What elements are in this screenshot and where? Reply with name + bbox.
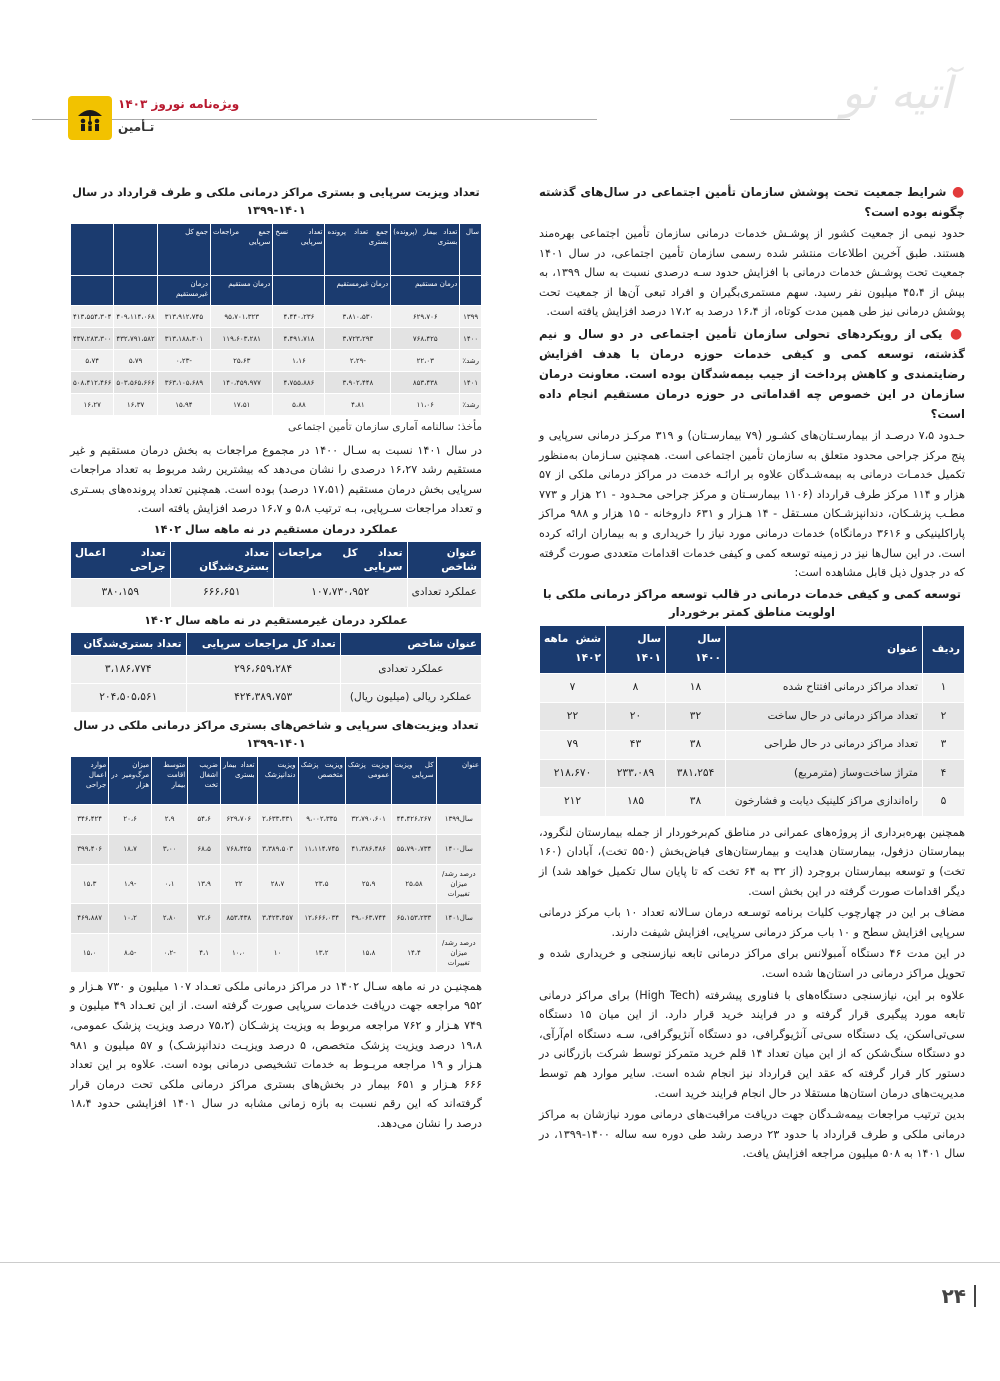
table-cell: ۷۹ — [540, 731, 606, 760]
col-header — [114, 224, 157, 276]
table-row — [71, 864, 482, 903]
col-header: عنوان شاخص — [340, 632, 481, 655]
table-cell: ۳۹۹،۴۰۶ — [71, 834, 109, 864]
table-cell: ۱۶،۳۷ — [114, 394, 157, 416]
table-cell: ۴۲۴،۳۸۹،۷۵۳ — [186, 684, 340, 713]
table-cell: ۲۸،۷ — [257, 864, 298, 903]
development-table — [539, 625, 965, 817]
col-header: میزان مرگ‌ومیر در هزار — [109, 756, 152, 804]
table-row — [71, 655, 482, 684]
table-row — [71, 834, 482, 864]
col-header — [71, 224, 114, 276]
table-cell: ۱۲،۶۶۶،۰۳۴ — [298, 903, 345, 933]
table-cell: -۰،۲۳ — [157, 350, 210, 372]
paragraph: در سال ۱۴۰۱ نسبت به سـال ۱۴۰۰ در مجموع مراجعات به بخش درمان مستقیم و غیر مستقیم رشد ۱۶،۲۷ درصدی را نشان می‌دهد که بیشترین رشد مربوط به تعداد مراجعات سرپایی بخش درمان مستقیم (۱۷،۵۱ درصد) بوده است. همچنین تعداد پرونده‌های بسـتری و تعداد مراجعات سـرپایی، بـه ترتیب ۵،۸ و ۱۶،۷ درصد افزایش یافته است. — [70, 443, 482, 516]
table-cell: ۵،۷۴ — [71, 350, 114, 372]
table-cell: ۰،۱ — [152, 864, 188, 903]
table-cell: ۴،۴۴۰،۲۳۶ — [273, 306, 325, 328]
table-header-row — [71, 756, 482, 804]
table-cell: ۱۴۰۰ — [460, 328, 482, 350]
table-cell: راه‌اندازی مراکز کلینیک دیابت و فشارخون — [726, 788, 923, 817]
col-header: کل ویزیت سرپایی — [392, 756, 436, 804]
table-title: عملکرد درمان مستقیم در نه ماهه سال ۱۴۰۲ — [153, 522, 399, 536]
table-cell: ۴،۱ — [188, 933, 221, 972]
table-subheader-row — [71, 276, 482, 306]
table-cell: سال۱۴۰۱ — [436, 903, 481, 933]
table-cell: ۱۶،۲۷ — [71, 394, 114, 416]
table-cell: ۱۴۰۱ — [460, 372, 482, 394]
header-rule — [32, 119, 597, 120]
col-header: عنوان — [726, 625, 923, 673]
table-cell: ۲۳،۵ — [298, 864, 345, 903]
table-cell: ۶۲۹،۷۰۶ — [391, 306, 460, 328]
col-header: متوسط اقامت بیمار — [152, 756, 188, 804]
table-cell: ۳۶۳،۱۰۵،۶۸۹ — [157, 372, 210, 394]
bullet-dot-icon: ● — [946, 184, 965, 200]
table-cell: ۱۵،۹۴ — [157, 394, 210, 416]
table-cell: ۳،۳۸۹،۵۰۳ — [257, 834, 298, 864]
paragraph: در این مدت ۴۶ دستگاه آمبولانس برای مراکز درمانی تابعه نیازسنجی و خریداری شده و تحویل مراکز درمانی در استان‌ها شده است. — [539, 947, 965, 981]
paragraph: همچنیـن در نه ماهه سـال ۱۴۰۲ در مراکز درمانی ملکی تعـداد ۱۰۷ میلیون و ۷۳۰ هـزار و ۹۵۲ مراجعه جهت دریافت خدمات سرپایی صورت گرفته است. از این تعـداد ۴۹ میلیون و ۷۴۹ هـزار و ۷۶۲ مراجعه مربوط به ویزیت پزشـکان (۷۵،۲ درصد ویزیت پزشک عمومی، ۱۹،۸ درصد ویزیت پزشک متخصص، ۵ درصد ویزیـت دندانپزشـک) و ۵۷ میلیون و ۹۸۱ هـزار و ۱۹ مراجعه مربـوط به خدمات تشخیصی درمانی بوده است. علاوه بر این تعداد ۶۶۶ هـزار و ۶۵۱ بیمار در بخش‌های بستری مراکز درمانی ملکی تحت درمان قرار گرفته‌اند که این رقم نسبت به بازه زمانی مشابه در سال ۱۴۰۱ افزایشی حدود ۱۸،۴ درصد را نشان می‌دهد. — [70, 979, 483, 1130]
issue-label: ویژه‌نامه نوروز ۱۴۰۳ — [118, 97, 240, 111]
table-cell: درصد رشد/ میزان تغییرات — [436, 864, 481, 903]
col-header: تعداد اعمال جراحی — [71, 541, 171, 578]
table-cell: ۱۸،۷ — [109, 834, 152, 864]
table-cell: ۵،۷۹ — [114, 350, 157, 372]
table-cell: ۷۶۸،۴۲۵ — [391, 328, 460, 350]
table-cell: ۸ — [606, 673, 666, 702]
table-cell: ۷ — [540, 673, 606, 702]
table-cell: ۱۵،۸ — [345, 933, 391, 972]
table-cell: ۲۰ — [606, 702, 666, 731]
table-cell: ۳۴۶،۴۲۴ — [71, 804, 109, 834]
table-cell: ۱۷،۵۱ — [211, 394, 273, 416]
col-header: تعداد بیمار (پرونده) بستری — [391, 224, 460, 276]
table-cell: ۱۳،۲ — [298, 933, 345, 972]
table-header-row — [71, 224, 482, 276]
table-cell: ۳۸۰،۱۵۹ — [71, 578, 171, 607]
table-cell: ۱۱،۰۶ — [391, 394, 460, 416]
visits-table-2 — [70, 756, 482, 973]
col-header: جمع کل — [157, 224, 210, 276]
table-cell: رشد٪ — [460, 350, 482, 372]
col-subheader — [71, 276, 114, 306]
page-number-text: ۲۴ — [941, 1284, 966, 1308]
table-cell: ۳۸ — [666, 788, 726, 817]
table-cell: ۲،۸۰ — [152, 903, 188, 933]
table-row — [71, 903, 482, 933]
footer-rule — [0, 1262, 1000, 1263]
brand-watermark: آتیه نو — [841, 68, 952, 119]
table-cell: ۱۵،۳ — [71, 864, 109, 903]
col-header: جمع مراجعات سرپایی — [211, 224, 273, 276]
question-1: ● شرایط جمعیت تحت پوشش سازمان تأمین اجتماعی در سال‌های گذشته چگونه بوده است؟ — [539, 184, 965, 219]
table-cell: -۱،۹ — [109, 864, 152, 903]
table-cell: ۱۱۹،۶۰۳،۲۸۱ — [211, 328, 273, 350]
col-header: تعداد بیمار بستری — [220, 756, 257, 804]
table-title: عملکرد درمان غیرمستقیم در نه ماهه سال ۱۴۰۲ — [144, 613, 408, 627]
table-cell: ۱۵،۰ — [71, 933, 109, 972]
table-cell: تعداد مراکز درمانی در حال ساخت — [726, 702, 923, 731]
table-cell: ۵۴،۶ — [188, 804, 221, 834]
right-column — [539, 182, 965, 1166]
direct-treatment-table — [70, 541, 482, 608]
paragraph: علاوه بر این، نیازسنجی دستگاه‌های با فناوری پیشرفته (High Tech) برای مراکز درمانی تابعه مورد پیگیری قرار گرفته و در فرایند خرید قرار دارد. از این میان ۱۵ دستگاه سی‌تی‌اسکن، یک دستگاه سی‌تی آنژیوگرافی، دو دستگاه آنژیوگرافی، سـه دستگاه ام‌آر‌آی، دو دستگاه سنگ‌شکن که از این میان تعداد ۱۴ قلم خرید متمرکز توسط شرکت بازرگانی در دستور کار قرار گرفته که عقد این قرارداد نیز انجام شده است. سایر موارد هم توسط مدیریت‌های درمان استان‌ها مستقلا در حال انجام فرایند خرید است. — [539, 988, 965, 1100]
table-cell: سال۱۳۹۹ — [436, 804, 481, 834]
table-cell: ۴۳ — [606, 731, 666, 760]
table-cell: ۲۵،۶۳ — [211, 350, 273, 372]
table-cell: رشد٪ — [460, 394, 482, 416]
header-rule-right — [730, 119, 850, 120]
table-cell: ۵۰۳،۵۶۵،۶۶۶ — [114, 372, 157, 394]
table-cell: ۲۰،۶ — [109, 804, 152, 834]
table-header-row — [71, 541, 482, 578]
table-cell: ۵۵،۷۹۰،۷۳۴ — [392, 834, 436, 864]
table-cell: ۲۵،۵۸ — [392, 864, 436, 903]
table-cell: ۲۹۶،۶۵۹،۲۸۴ — [186, 655, 340, 684]
table-row — [71, 578, 482, 607]
col-header: ویزیت پزشک عمومی — [345, 756, 391, 804]
table-cell: -۸،۵ — [109, 933, 152, 972]
col-header: موارد اعمال جراحی — [71, 756, 109, 804]
question-2: ● یکی از رویکردهای تحولی سازمان تأمین اجتماعی در دو سال و نیم گذشته، توسعه کمی و کیفی خدمات حوزه درمان با هدف افزایش رضایتمندی و کاهش پرداخت از جیب بیمه‌شدگان بوده است. معاونت درمان سازمان در این خصوص چه اقداماتی در حوزه درمان مستقیم انجام داده است؟ — [539, 325, 965, 421]
table-cell: ۶۵،۱۵۳،۲۳۳ — [392, 903, 436, 933]
left-column — [70, 182, 482, 1136]
table-cell: ۳۱۳،۱۸۸،۳۰۱ — [157, 328, 210, 350]
table-cell: سال۱۴۰۰ — [436, 834, 481, 864]
col-header: سال — [460, 224, 482, 276]
table-cell: ۷۲،۶ — [188, 903, 221, 933]
table-cell: ۴۰۹،۱۱۴،۰۶۸ — [114, 306, 157, 328]
indirect-treatment-table — [70, 632, 482, 713]
table-cell: -۰،۲ — [152, 933, 188, 972]
table-cell: ۴۳۲،۷۹۱،۵۸۲ — [114, 328, 157, 350]
table-cell: ۸۵۳،۴۳۸ — [220, 903, 257, 933]
source-note: مأخذ: سالنامه آماری سازمان تأمین اجتماعی — [288, 421, 482, 433]
table-cell: ۲ — [923, 702, 965, 731]
table-row — [540, 759, 965, 788]
people-umbrella-icon — [68, 96, 112, 140]
table-row — [71, 804, 482, 834]
paragraph: حـدود ۷،۵ درصـد از بیمارسـتان‌های کشـور (۷۹ بیمارسـتان) و ۳۱۹ مرکـز درمانی سرپایی و پنج مرکز جراحی محدود متعلق به سازمان تأمین اجتماعی است. همچنین سـازمان به‌منظور تکمیل خدمـات درمانی به بیمه‌شـدگان علاوه بر ارائـه خدمت در مراکز درمانی ملکی از ۵۷ هزار و ۱۱۴ مرکز طرف قرارداد (۱۱۰۶ بیمارسـتان و مرکز جراحی محـدود - ۲۱ هزار و ۷۷۳ مطـب پزشـکان، دندانپزشـکان مسـتقل - ۱۴ هـزار و ۶۳۱ داروخانه - ۱۵ هزار و ۹۸۸ مراکز پاراکلینیکی و ۳۶۱۶ درمانگاه) خدمات درمانی مورد نیاز را خریداری و به بیماران ارائه کرده است. در این سال‌ها نیز در زمینه توسعه کمی و کیفی خدمات اقدامات متعددی صورت گرفته که در جدول ذیل قابل مشاهده است: — [539, 428, 966, 580]
col-header: تعداد بستری‌شدگان — [170, 541, 274, 578]
table-cell: ۴،۷۵۵،۸۸۶ — [273, 372, 325, 394]
table-row — [71, 306, 482, 328]
table-cell: ۵ — [923, 788, 965, 817]
col-header: ویزیت دندانپزشک — [257, 756, 298, 804]
table-row — [71, 684, 482, 713]
table-cell: ۱،۱۶ — [273, 350, 325, 372]
table-cell: ۱۰،۲ — [109, 903, 152, 933]
visits-table-1 — [70, 223, 482, 416]
col-subheader — [273, 276, 325, 306]
table-cell: ۱۰،۰ — [220, 933, 257, 972]
table-title: توسعه کمی و کیفی خدمات درمانی در قالب توسعه مراکز درمانی ملکی با اولویت مناطق کمتر برخوردار — [543, 586, 961, 619]
table-cell: ۵،۸۸ — [273, 394, 325, 416]
table-cell: ۴،۸۱ — [325, 394, 391, 416]
col-header: عنوان — [436, 756, 481, 804]
table-row — [71, 394, 482, 416]
page-number — [942, 1284, 976, 1308]
table-cell: ۶۶۶،۶۵۱ — [170, 578, 274, 607]
bullet-dot-icon: ● — [942, 325, 965, 342]
table-cell: عملکرد ریالی (میلیون ریال) — [340, 684, 481, 713]
table-title: تعداد ویزیت‌های سرپایی و شاخص‌های بستری مراکز درمانی ملکی در سال ۱۴۰۱-۱۳۹۹ — [73, 718, 479, 750]
col-header: تعداد نسخ سرپایی — [273, 224, 325, 276]
table-cell: ۱۳۹۹ — [460, 306, 482, 328]
table-row — [540, 673, 965, 702]
col-subheader: درمان مستقیم — [211, 276, 273, 306]
col-header: تعداد کل مراجعات سرپایی — [274, 541, 407, 578]
table-cell: ۱۸۵ — [606, 788, 666, 817]
col-subheader: درمان غیرمستقیم — [157, 276, 210, 306]
table-cell: ۳،۷۲۳،۲۹۳ — [325, 328, 391, 350]
table-cell: تعداد مراکز درمانی افتتاح شده — [726, 673, 923, 702]
table-cell: عملکرد تعدادی — [407, 578, 481, 607]
table-cell: ۶۸،۵ — [188, 834, 221, 864]
table-cell: ۴۱۳،۵۵۴،۳۰۴ — [71, 306, 114, 328]
table-cell: تعداد مراکز درمانی در حال طراحی — [726, 731, 923, 760]
table-cell: ۷۶۸،۴۲۵ — [220, 834, 257, 864]
table-cell: ۹۵،۷۰۱،۳۲۳ — [211, 306, 273, 328]
col-header: سال ۱۴۰۰ — [666, 625, 726, 673]
table-cell: ۲۳۳،۰۸۹ — [606, 759, 666, 788]
table-cell: ۹،۰۰۲،۳۳۵ — [298, 804, 345, 834]
table-cell: ۸۵۳،۴۳۸ — [391, 372, 460, 394]
table-cell: ۴۶۹،۸۸۷ — [71, 903, 109, 933]
table-cell: ۳،۰۰ — [152, 834, 188, 864]
col-header: شش ماهه ۱۴۰۲ — [540, 625, 606, 673]
table-row — [71, 328, 482, 350]
table-cell: ۲۲ — [540, 702, 606, 731]
table-cell: ۲،۹ — [152, 804, 188, 834]
table-cell: ۳۲ — [666, 702, 726, 731]
table-cell: ۴۳۷،۲۸۳،۳۰۰ — [71, 328, 114, 350]
table-cell: ۳،۸۱۰،۵۳۰ — [325, 306, 391, 328]
col-header: سال ۱۴۰۱ — [606, 625, 666, 673]
table-cell: درصد رشد/ میزان تغییرات — [436, 933, 481, 972]
table-cell: -۲،۲۹ — [325, 350, 391, 372]
table-cell: ۴،۴۹۱،۷۱۸ — [273, 328, 325, 350]
col-subheader: درمان غیرمستقیم — [325, 276, 391, 306]
table-cell: متراژ ساخت‌وساز (مترمربع) — [726, 759, 923, 788]
table-cell: ۲۱۸،۶۷۰ — [540, 759, 606, 788]
col-header: جمع تعداد پرونده بستری — [325, 224, 391, 276]
table-cell: ۲۲،۰۳ — [391, 350, 460, 372]
table-cell: ۳۲،۷۹۰،۶۰۱ — [345, 804, 391, 834]
table-cell: عملکرد تعدادی — [340, 655, 481, 684]
table-title: تعداد ویزیت سرپایی و بستری مراکز درمانی ملکی و طرف قرارداد در سال ۱۴۰۱-۱۳۹۹ — [72, 186, 480, 217]
col-subheader — [460, 276, 482, 306]
col-subheader — [114, 276, 157, 306]
table-row — [71, 933, 482, 972]
table-cell: ۵۰۸،۴۱۲،۴۶۶ — [71, 372, 114, 394]
table-header-row — [540, 625, 965, 673]
table-row — [540, 788, 965, 817]
paragraph: مضاف بر این در چهارچوب کلیات برنامه توسـعه درمان سـالانه تعداد ۱۰ باب مرکز درمانی سرپایی افزایش سطح و ۱۰ باب مرکز درمانی سرپایی، افزایش شیفت دارند. — [539, 906, 965, 939]
table-row — [71, 350, 482, 372]
table-cell: ۱۴۰،۴۵۹،۹۷۷ — [211, 372, 273, 394]
col-subheader: درمان مستقیم — [391, 276, 460, 306]
table-cell: ۱۸ — [666, 673, 726, 702]
table-cell: ۱۱،۱۱۴،۷۴۵ — [298, 834, 345, 864]
table-cell: ۳،۴۲۳،۴۵۷ — [257, 903, 298, 933]
table-cell: ۶۲۹،۷۰۶ — [220, 804, 257, 834]
table-cell: ۲۲ — [220, 864, 257, 903]
paragraph: همچنین بهره‌برداری از پروژه‌های عمرانی در مناطق کم‌برخوردار از جمله بیمارستان لنگرود، بیمارستان دزفول، بیمارستان هدایت و بیمارستان‌های فیاض‌بخش (۵۵۰ تخت)، آبادان (۱۶۰ تخت) و توسعه بیمارستان بروجرد (از ۳۲ به ۶۴ تخت که تا پایان سال تکمیل خواهد شد) از دیگر اقدامات صورت گرفته در این بخش است. — [539, 825, 965, 898]
section-label: تـأمین — [118, 120, 155, 134]
table-cell: ۴۱،۳۸۶،۴۸۶ — [345, 834, 391, 864]
col-header: تعداد بستری‌شدگان — [71, 632, 187, 655]
table-cell: ۳،۹۰۲،۴۴۸ — [325, 372, 391, 394]
table-header-row — [71, 632, 482, 655]
table-cell: ۴۴،۴۲۶،۲۶۷ — [392, 804, 436, 834]
table-cell: ۴۹،۰۶۳،۷۴۴ — [345, 903, 391, 933]
table-cell: ۱۰ — [257, 933, 298, 972]
col-header: ویزیت پزشک متخصص — [298, 756, 345, 804]
table-cell: ۲۱۲ — [540, 788, 606, 817]
table-cell: ۲۰۴،۵۰۵،۵۶۱ — [71, 684, 187, 713]
table-cell: ۳ — [923, 731, 965, 760]
table-cell: ۳۸۱،۲۵۴ — [666, 759, 726, 788]
table-cell: ۲۵،۹ — [345, 864, 391, 903]
paragraph: حدود نیمی از جمعیت کشور از پوشـش خدمات درمانی سازمان تأمین اجتماعی بهره‌مند هستند. طبق آخرین اطلاعات منتشر شده رسمی سازمان تأمین اجتماعی، در سال ۱۴۰۱ جمعیت تحت پوشـش خدمات درمانی با افزایش حدود سـه درصدی نسبت به سال ۱۳۹۹، به بیش از ۴۵،۴ میلیون نفر رسید. سهم مستمری‌بگیران و افراد تبعی آن‌ها از جمعیت تحت پوشش درمانی نیز طی همین مدت کوتاه، از ۱۶،۴ درصد به ۱۷،۲ درصد افزایش یافته است. — [539, 227, 965, 319]
table-cell: ۳۸ — [666, 731, 726, 760]
table-cell: ۱۴،۴ — [392, 933, 436, 972]
col-header: ردیف — [923, 625, 965, 673]
divider — [974, 1285, 976, 1307]
col-header: تعداد کل مراجعات سرپایی — [186, 632, 340, 655]
table-cell: ۳۱۳،۹۱۲،۷۴۵ — [157, 306, 210, 328]
paragraph: بدین ترتیب مراجعات بیمه‌شـدگان جهت دریافت مراقبت‌های درمانی مورد نیازشان به مراکز درمانی ملکی و طرف قرارداد با حدود ۲۳ درصد رشد طی دوره سه ساله ۱۴۰۰-۱۳۹۹، در سال ۱۴۰۱ به ۵۰۸ میلیون مراجعه افزایش یافت. — [539, 1108, 965, 1161]
table-cell: ۱۳،۹ — [188, 864, 221, 903]
table-row — [540, 731, 965, 760]
table-cell: ۳،۱۸۶،۷۷۴ — [71, 655, 187, 684]
col-header: عنوان شاخص — [407, 541, 481, 578]
table-row — [540, 702, 965, 731]
table-cell: ۱ — [923, 673, 965, 702]
table-cell: ۲،۶۳۳،۳۳۱ — [257, 804, 298, 834]
table-row — [71, 372, 482, 394]
table-cell: ۴ — [923, 759, 965, 788]
table-cell: ۱۰۷،۷۳۰،۹۵۲ — [274, 578, 407, 607]
col-header: ضریب اشغال تخت — [188, 756, 221, 804]
